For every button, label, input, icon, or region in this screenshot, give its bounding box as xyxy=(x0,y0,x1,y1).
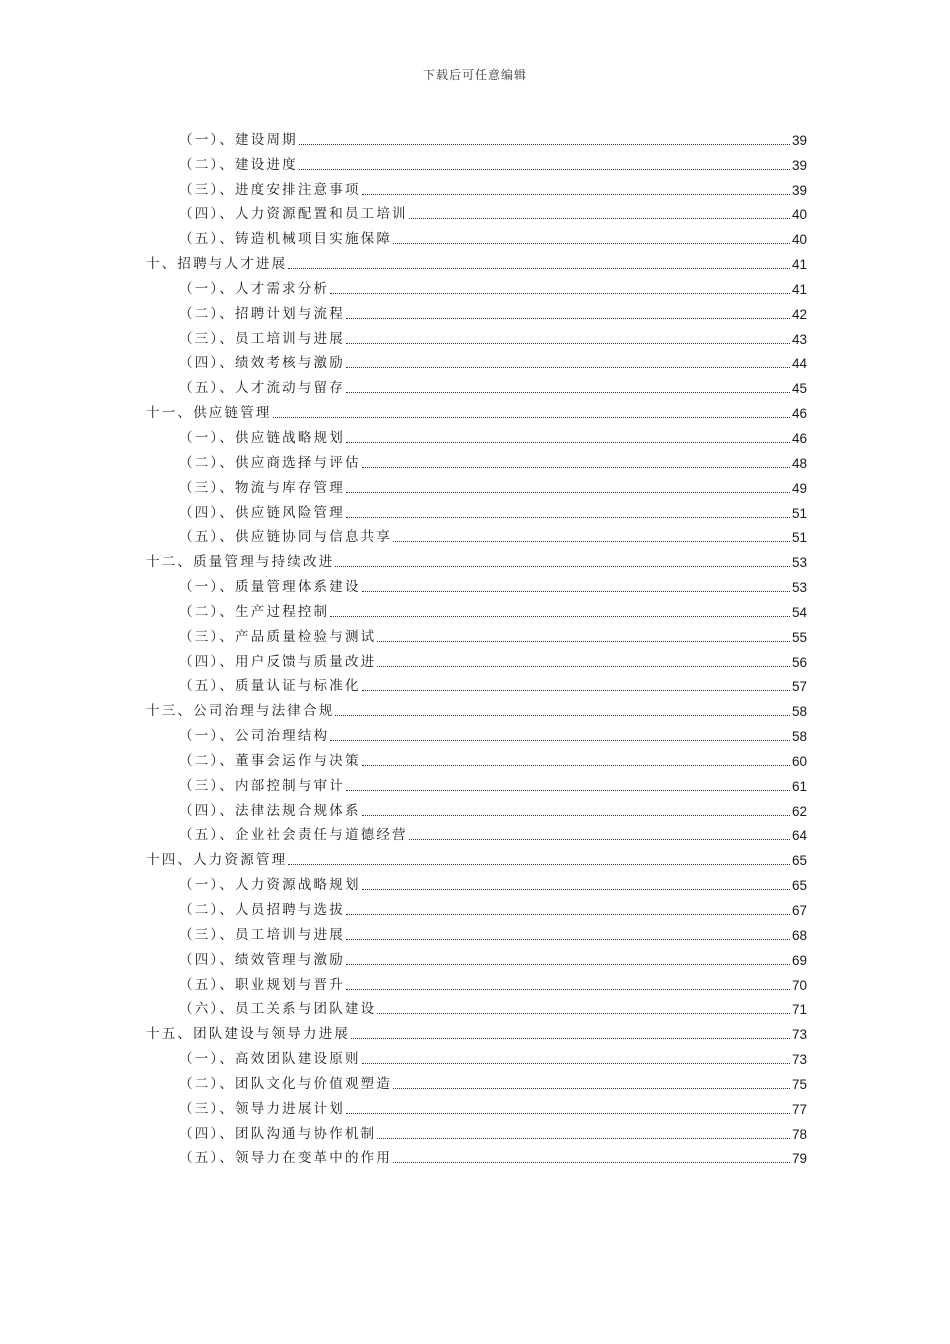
toc-dot-leader xyxy=(346,306,790,323)
toc-page-number: 41 xyxy=(791,281,807,297)
toc-page-number: 73 xyxy=(791,1027,807,1043)
toc-entry-title: （一）、高效团队建设原则 xyxy=(179,1051,361,1068)
toc-dot-leader xyxy=(346,331,790,348)
toc-section-entry[interactable] xyxy=(0,1143,950,1168)
toc-entry-title: （二）、招聘计划与流程 xyxy=(179,305,345,322)
toc-section-entry[interactable] xyxy=(0,795,950,820)
toc-entry-title: （五）、企业社会责任与道德经营 xyxy=(179,827,408,844)
toc-dot-leader xyxy=(346,355,790,372)
toc-entry-title: （五）、质量认证与标准化 xyxy=(179,678,361,695)
toc-page-number: 65 xyxy=(791,878,807,894)
toc-section-entry[interactable] xyxy=(0,348,950,373)
toc-section-entry[interactable] xyxy=(0,1043,950,1068)
toc-entry-title: （四）、供应链风险管理 xyxy=(179,504,345,521)
toc-entry-title: （六）、员工关系与团队建设 xyxy=(179,1001,377,1018)
toc-page-number: 60 xyxy=(791,753,807,769)
toc-section-entry[interactable] xyxy=(0,745,950,770)
toc-dot-leader xyxy=(377,654,790,671)
toc-dot-leader xyxy=(362,678,790,695)
toc-entry-title: （二）、人员招聘与选拔 xyxy=(179,902,345,918)
toc-section-entry[interactable] xyxy=(0,919,950,944)
toc-section-entry[interactable] xyxy=(0,646,950,671)
toc-entry-title: （四）、绩效管理与激励 xyxy=(179,951,345,968)
toc-dot-leader xyxy=(288,852,790,869)
toc-section-entry[interactable] xyxy=(0,372,950,397)
table-of-contents xyxy=(0,124,950,1167)
toc-section-entry[interactable] xyxy=(0,720,950,745)
toc-entry-title: 十四、人力资源管理 xyxy=(146,852,288,869)
toc-page-number: 73 xyxy=(791,1052,807,1068)
toc-page-number: 51 xyxy=(791,530,807,546)
toc-page-number: 53 xyxy=(791,555,807,571)
toc-dot-leader xyxy=(377,1126,790,1143)
toc-entry-title: 十一、供应链管理 xyxy=(146,405,272,422)
toc-section-entry[interactable] xyxy=(0,174,950,199)
toc-page-number: 42 xyxy=(791,306,807,322)
toc-dot-leader xyxy=(346,902,790,919)
toc-page-number: 55 xyxy=(791,629,807,645)
toc-page-number: 71 xyxy=(791,1002,807,1018)
toc-entry-title: （五）、职业规划与晋升 xyxy=(179,976,345,993)
toc-entry-title: （一）、人才需求分析 xyxy=(179,280,330,297)
toc-section-entry[interactable] xyxy=(0,422,950,447)
toc-dot-leader xyxy=(346,505,790,522)
toc-section-entry[interactable] xyxy=(0,273,950,298)
toc-entry-title: （二）、团队文化与价值观塑造 xyxy=(179,1075,393,1092)
toc-section-entry[interactable] xyxy=(0,596,950,621)
toc-page-number: 46 xyxy=(791,430,807,446)
toc-section-entry[interactable] xyxy=(0,621,950,646)
toc-entry-title: （二）、建设进度 xyxy=(179,156,298,173)
toc-section-entry[interactable] xyxy=(0,497,950,522)
toc-chapter-entry[interactable] xyxy=(0,844,950,869)
toc-dot-leader xyxy=(299,157,790,174)
toc-dot-leader xyxy=(346,380,790,397)
toc-entry-title: （五）、领导力在变革中的作用 xyxy=(179,1150,393,1167)
toc-dot-leader xyxy=(335,703,790,720)
toc-page-number: 44 xyxy=(791,356,807,372)
toc-page-number: 51 xyxy=(791,505,807,521)
toc-dot-leader xyxy=(393,529,790,546)
toc-page-number: 39 xyxy=(791,132,807,148)
toc-section-entry[interactable] xyxy=(0,472,950,497)
toc-section-entry[interactable] xyxy=(0,671,950,696)
toc-entry-title: （三）、产品质量检验与测试 xyxy=(179,628,377,645)
toc-dot-leader xyxy=(346,927,790,944)
toc-entry-title: （一）、人力资源战略规划 xyxy=(179,877,361,894)
toc-page-number: 49 xyxy=(791,480,807,496)
toc-page-number: 78 xyxy=(791,1126,807,1142)
toc-dot-leader xyxy=(351,1026,790,1043)
toc-entry-title: 十五、团队建设与领导力进展 xyxy=(146,1026,351,1043)
toc-dot-leader xyxy=(409,206,790,223)
toc-page-number: 67 xyxy=(791,903,807,918)
toc-dot-leader xyxy=(393,231,790,248)
toc-section-entry[interactable] xyxy=(0,298,950,323)
toc-entry-title: （一）、建设周期 xyxy=(179,131,298,148)
toc-chapter-entry[interactable] xyxy=(0,397,950,422)
toc-entry-title: （三）、员工培训与进展 xyxy=(179,926,345,943)
toc-dot-leader xyxy=(273,405,790,422)
toc-entry-title: （一）、质量管理体系建设 xyxy=(179,579,361,596)
toc-section-entry[interactable] xyxy=(0,571,950,596)
toc-page-number: 39 xyxy=(791,182,807,198)
toc-chapter-entry[interactable] xyxy=(0,695,950,720)
toc-page-number: 62 xyxy=(791,803,807,819)
toc-dot-leader xyxy=(362,455,790,472)
toc-page-number: 40 xyxy=(791,207,807,223)
toc-entry-title: （三）、领导力进展计划 xyxy=(179,1100,345,1117)
toc-entry-title: （四）、用户反馈与质量改进 xyxy=(179,653,377,670)
toc-page-number: 53 xyxy=(791,580,807,596)
toc-page-number: 45 xyxy=(791,381,807,397)
toc-dot-leader xyxy=(330,728,790,745)
toc-page-number: 48 xyxy=(791,455,807,471)
toc-entry-title: （五）、供应链协同与信息共享 xyxy=(179,529,393,546)
toc-section-entry[interactable] xyxy=(0,1068,950,1093)
toc-entry-title: （一）、供应链战略规划 xyxy=(179,429,345,446)
toc-chapter-entry[interactable] xyxy=(0,1018,950,1043)
toc-dot-leader xyxy=(362,1051,790,1068)
toc-entry-title: 十三、公司治理与法律合规 xyxy=(146,703,335,720)
toc-entry-title: （二）、生产过程控制 xyxy=(179,603,330,620)
toc-dot-leader xyxy=(330,281,790,298)
toc-dot-leader xyxy=(299,132,790,149)
toc-dot-leader xyxy=(377,1001,790,1018)
toc-entry-title: （四）、法律法规合规体系 xyxy=(179,802,361,819)
toc-section-entry[interactable] xyxy=(0,149,950,174)
toc-page-number: 68 xyxy=(791,927,807,943)
toc-section-entry[interactable] xyxy=(0,1093,950,1118)
toc-dot-leader xyxy=(346,480,790,497)
toc-dot-leader xyxy=(362,877,790,894)
toc-dot-leader xyxy=(362,803,790,820)
toc-dot-leader xyxy=(409,827,790,844)
toc-page-number: 58 xyxy=(791,704,807,720)
toc-dot-leader xyxy=(346,1101,790,1118)
toc-page-number: 54 xyxy=(791,604,807,620)
toc-dot-leader xyxy=(346,778,790,795)
toc-dot-leader xyxy=(330,604,790,621)
toc-dot-leader xyxy=(288,256,790,273)
toc-entry-title: （五）、铸造机械项目实施保障 xyxy=(179,231,393,248)
toc-section-entry[interactable] xyxy=(0,124,950,149)
toc-entry-title: （一）、公司治理结构 xyxy=(179,728,330,745)
toc-dot-leader xyxy=(362,182,790,199)
toc-page-number: 57 xyxy=(791,679,807,695)
toc-section-entry[interactable] xyxy=(0,869,950,894)
toc-section-entry[interactable] xyxy=(0,447,950,472)
toc-entry-title: （四）、人力资源配置和员工培训 xyxy=(179,206,408,223)
toc-page-number: 77 xyxy=(791,1101,807,1117)
toc-dot-leader xyxy=(362,753,790,770)
toc-page-number: 79 xyxy=(791,1151,807,1167)
toc-entry-title: （二）、供应商选择与评估 xyxy=(179,454,361,471)
toc-page-number: 43 xyxy=(791,331,807,347)
toc-section-entry[interactable] xyxy=(0,770,950,795)
toc-page-number: 70 xyxy=(791,977,807,993)
toc-dot-leader xyxy=(346,952,790,969)
toc-page-number: 69 xyxy=(791,952,807,968)
toc-chapter-entry[interactable] xyxy=(0,546,950,571)
toc-page-number: 39 xyxy=(791,157,807,173)
toc-dot-leader xyxy=(346,430,790,447)
toc-section-entry[interactable] xyxy=(0,323,950,348)
toc-entry-title: （三）、员工培训与进展 xyxy=(179,330,345,347)
toc-page-number: 41 xyxy=(791,257,807,273)
toc-dot-leader xyxy=(346,977,790,994)
toc-entry-title: 十、招聘与人才进展 xyxy=(146,256,288,273)
toc-entry-title: （四）、团队沟通与协作机制 xyxy=(179,1125,377,1142)
toc-section-entry[interactable] xyxy=(0,894,950,919)
toc-entry-title: （三）、物流与库存管理 xyxy=(179,479,345,496)
toc-page-number: 65 xyxy=(791,853,807,869)
toc-dot-leader xyxy=(393,1076,790,1093)
toc-section-entry[interactable] xyxy=(0,944,950,969)
toc-entry-title: （三）、内部控制与审计 xyxy=(179,777,345,794)
toc-section-entry[interactable] xyxy=(0,223,950,248)
toc-entry-title: （三）、进度安排注意事项 xyxy=(179,181,361,198)
toc-section-entry[interactable] xyxy=(0,820,950,845)
toc-section-entry[interactable] xyxy=(0,522,950,547)
toc-dot-leader xyxy=(335,554,790,571)
toc-entry-title: 十二、质量管理与持续改进 xyxy=(146,554,335,571)
toc-dot-leader xyxy=(377,629,790,646)
toc-page-number: 64 xyxy=(791,828,807,844)
toc-section-entry[interactable] xyxy=(0,1118,950,1143)
toc-section-entry[interactable] xyxy=(0,994,950,1019)
toc-page-number: 40 xyxy=(791,232,807,248)
toc-section-entry[interactable] xyxy=(0,199,950,224)
toc-section-entry[interactable] xyxy=(0,969,950,994)
toc-dot-leader xyxy=(393,1150,790,1167)
toc-entry-title: （四）、绩效考核与激励 xyxy=(179,355,345,372)
toc-dot-leader xyxy=(362,579,790,596)
toc-entry-title: （五）、人才流动与留存 xyxy=(179,380,345,397)
toc-page-number: 56 xyxy=(791,654,807,670)
toc-page-number: 58 xyxy=(791,729,807,745)
toc-page-number: 75 xyxy=(791,1076,807,1092)
toc-page-number: 61 xyxy=(791,778,807,794)
page-header: 下载后可任意编辑 xyxy=(422,68,527,82)
toc-page-number: 46 xyxy=(791,406,807,422)
toc-chapter-entry[interactable] xyxy=(0,248,950,273)
toc-entry-title: （二）、董事会运作与决策 xyxy=(179,752,361,769)
